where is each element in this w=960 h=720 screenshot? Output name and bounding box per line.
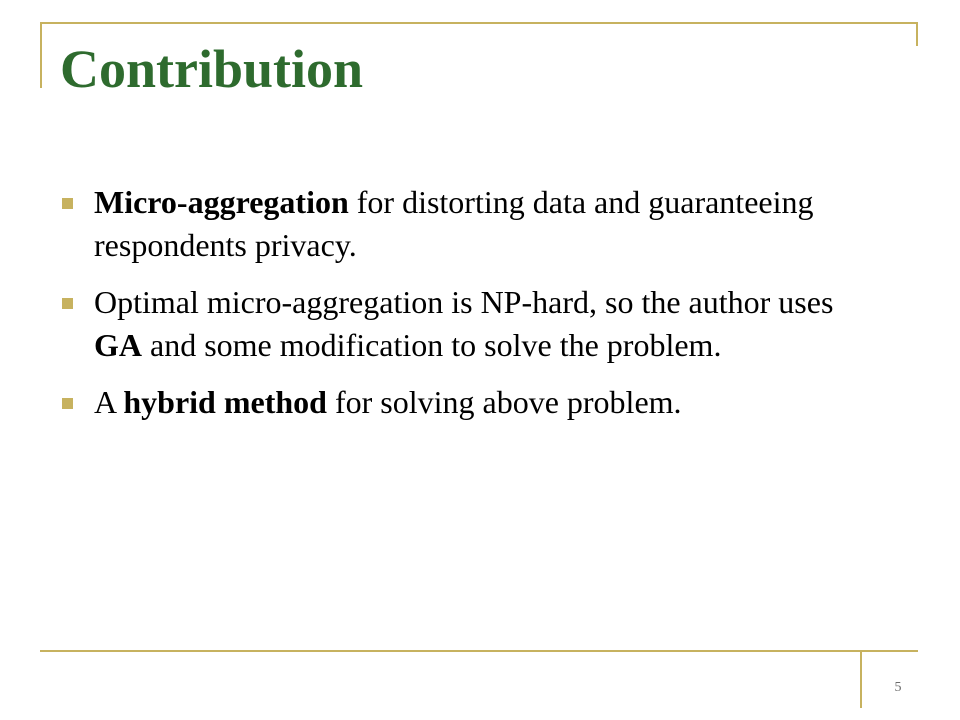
bullet-item <box>62 181 842 267</box>
frame-top-rule <box>40 22 918 24</box>
bullet-text <box>94 384 682 420</box>
frame-left-rule <box>40 22 42 88</box>
square-bullet-icon <box>62 298 73 309</box>
bullet-list <box>62 181 842 438</box>
bullet-item <box>62 381 842 424</box>
bullet-prefix: A <box>94 384 124 420</box>
square-bullet-icon <box>62 398 73 409</box>
bullet-prefix: Optimal micro-aggregation is NP-hard, so the author uses <box>94 284 834 320</box>
bold-term: Micro-aggregation <box>94 184 349 220</box>
slide-title: Contribution <box>60 39 364 99</box>
bullet-suffix: and some modification to solve the problem. <box>142 327 722 363</box>
bullet-text <box>94 184 813 263</box>
frame-right-rule <box>916 22 918 46</box>
bullet-body: for distorting data and guaranteeing respondents privacy. <box>94 184 814 263</box>
slide-number: 5 <box>894 680 902 695</box>
frame-bottom-right-rule <box>860 650 862 708</box>
bullet-suffix: for solving above problem. <box>326 384 682 420</box>
bullet-item <box>62 281 842 367</box>
frame-bottom-rule <box>40 650 918 652</box>
bold-term: GA <box>94 327 142 363</box>
bullet-text <box>94 284 833 363</box>
square-bullet-icon <box>62 198 73 209</box>
bold-term: hybrid method <box>123 384 327 420</box>
